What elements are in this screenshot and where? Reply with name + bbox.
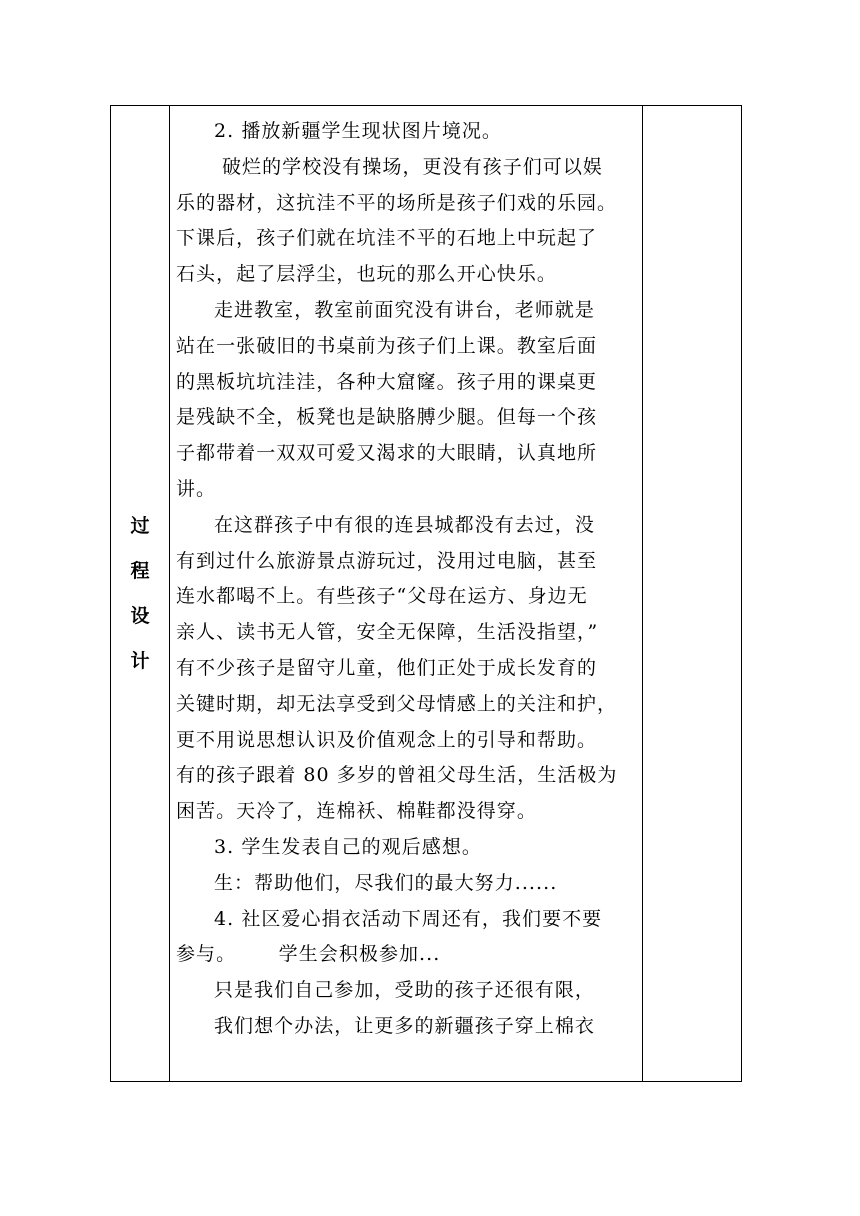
- text-line: 站在一张破旧的书桌前为孩子们上课。教室后面: [176, 334, 598, 357]
- text-line: 连水都喝不上。有些孩子“父母在运方、身边无: [176, 585, 588, 608]
- text-line: 2. 播放新疆学生现状图片境况。: [214, 120, 502, 142]
- lesson-plan-table: [110, 105, 742, 1082]
- text-line: 有不少孩子是留守儿童，他们正处于成长发育的: [176, 656, 598, 679]
- text-line: 亲人、读书无人管，安全无保障，生活没指望，”: [176, 621, 599, 644]
- text-line: 只是我们自己参加，受助的孩子还很有限，: [214, 979, 595, 1002]
- text-line: 下课后，孩子们就在坑洼不平的石地上中玩起了: [176, 227, 598, 250]
- text-line: 讲。: [176, 477, 217, 500]
- table-row: [111, 106, 742, 1082]
- text-line: 石头，起了层浮尘，也玩的那么开心快乐。: [176, 263, 557, 286]
- lesson-content: [176, 106, 636, 1045]
- text-line: 子都带着一双双可爱又渴求的大眼睛，认真地所: [176, 442, 598, 465]
- text-line: 破烂的学校没有操场，更没有孩子们可以娱: [222, 155, 603, 178]
- text-line: 走进教室，教室前面究没有讲台，老师就是: [214, 298, 595, 321]
- section-label-char: 计: [130, 649, 150, 672]
- text-line: 在这群孩子中有很的连县城都没有去过，没: [214, 513, 595, 536]
- text-line: 参与。 学生会积极参加...: [176, 943, 441, 966]
- section-label-char: 过: [130, 514, 150, 537]
- text-line: 更不用说思想认识及价值观念上的引导和帮助。: [176, 728, 598, 751]
- section-label: [111, 504, 169, 684]
- text-line: 乐的器材，这抗洼不平的场所是孩子们戏的乐园。: [176, 191, 618, 214]
- section-label-char: 设: [130, 604, 150, 627]
- text-line: 3. 学生发表自己的观后感想。: [214, 835, 482, 858]
- section-label-cell: [111, 106, 170, 1082]
- text-line: 是残缺不全，板凳也是缺胳膊少腿。但每一个孩: [176, 406, 598, 429]
- notes-cell: [643, 106, 742, 1082]
- text-line: 有到过什么旅游景点游玩过，没用过电脑，甚至: [176, 549, 598, 572]
- text-line: 困苦。天冷了，连棉袄、棉鞋都没得穿。: [176, 800, 537, 823]
- text-line: 的黑板坑坑洼洼，各种大窟窿。孩子用的课桌更: [176, 370, 598, 393]
- content-cell: [170, 106, 643, 1082]
- text-line: 关键时期，却无法享受到父母情感上的关注和护，: [176, 692, 618, 715]
- text-line: 我们想个办法，让更多的新疆孩子穿上棉衣: [214, 1014, 595, 1037]
- text-line: 4. 社区爱心捐衣活动下周还有，我们要不要: [214, 907, 603, 930]
- section-label-char: 程: [130, 559, 150, 582]
- text-line: 生：帮助他们，尽我们的最大努力......: [214, 871, 558, 894]
- text-line: 有的孩子跟着 80 多岁的曾祖父母生活，生活极为: [176, 764, 618, 787]
